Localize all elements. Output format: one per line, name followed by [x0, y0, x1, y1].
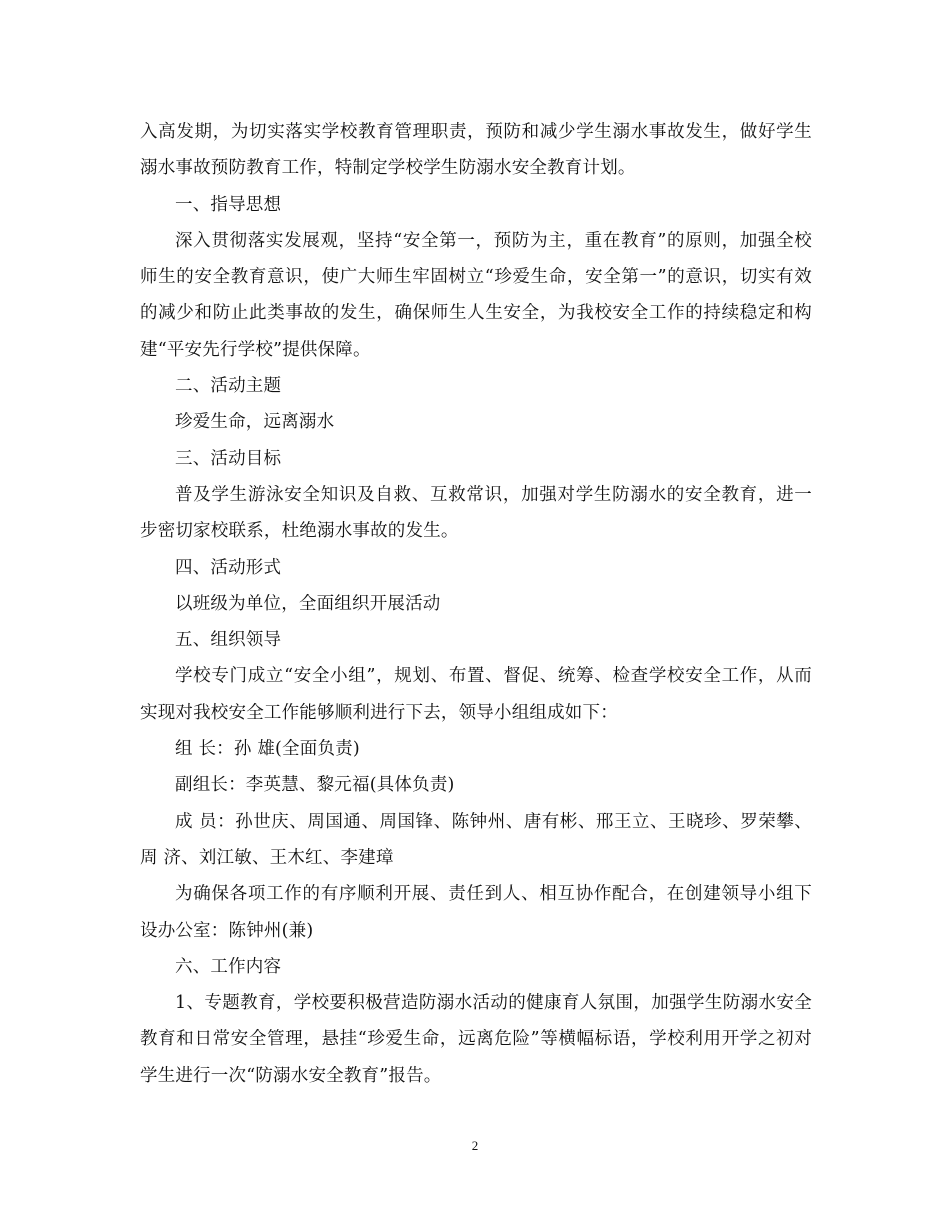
deputy-leaders: 副组长：李英慧、黎元福(具体负责): [175, 775, 455, 796]
document-body: [140, 114, 812, 1094]
paragraph-guiding-ideology: 深入贯彻落实发展观，坚持“安全第一，预防为主，重在教育”的原则，加强全校师生的安全教育意识，使广大师生牢固树立“珍爱生命，安全第一”的意识，切实有效的减少和防止此类事故的发生，确保师生人生安全，为我校安全工作的持续稳定和构建“平安先行学校”提供保障。: [140, 230, 812, 360]
heading-organization: 五、组织领导: [175, 630, 282, 651]
paragraph-activity-form: 以班级为单位，全面组织开展活动: [175, 593, 441, 614]
page-number: 2: [471, 1138, 479, 1153]
team-members: 成 员：孙世庆、周国通、周国锋、陈钟州、唐有彬、邢王立、王晓珍、罗荣攀、周 济、刘江敏、王木红、李建璋: [140, 811, 812, 868]
heading-activity-form: 四、活动形式: [175, 557, 282, 578]
paragraph-office: 为确保各项工作的有序顺利开展、责任到人、相互协作配合，在创建领导小组下设办公室：陈钟州(兼): [140, 884, 812, 941]
heading-guiding-ideology: 一、指导思想: [175, 194, 282, 215]
paragraph-intro-continued: 入高发期，为切实落实学校教育管理职责，预防和减少学生溺水事故发生，做好学生溺水事故预防教育工作，特制定学校学生防溺水安全教育计划。: [140, 122, 812, 179]
paragraph-organization: 学校专门成立“安全小组”，规划、布置、督促、统筹、检查学校安全工作，从而实现对我校安全工作能够顺利进行下去，领导小组组成如下：: [140, 666, 812, 723]
paragraph-activity-theme: 珍爱生命，远离溺水: [175, 412, 335, 433]
heading-activity-goal: 三、活动目标: [175, 448, 282, 469]
heading-activity-theme: 二、活动主题: [175, 376, 282, 397]
team-leader: 组 长：孙 雄(全面负责): [175, 739, 360, 760]
paragraph-special-education: 1、专题教育，学校要积极营造防溺水活动的健康育人氛围，加强学生防溺水安全教育和日常安全管理，悬挂“珍爱生命，远离危险”等横幅标语，学校利用开学之初对学生进行一次“防溺水安全教育”报告。: [140, 993, 812, 1086]
heading-work-content: 六、工作内容: [175, 956, 282, 977]
paragraph-activity-goal: 普及学生游泳安全知识及自救、互救常识，加强对学生防溺水的安全教育，进一步密切家校联系，杜绝溺水事故的发生。: [140, 484, 812, 542]
